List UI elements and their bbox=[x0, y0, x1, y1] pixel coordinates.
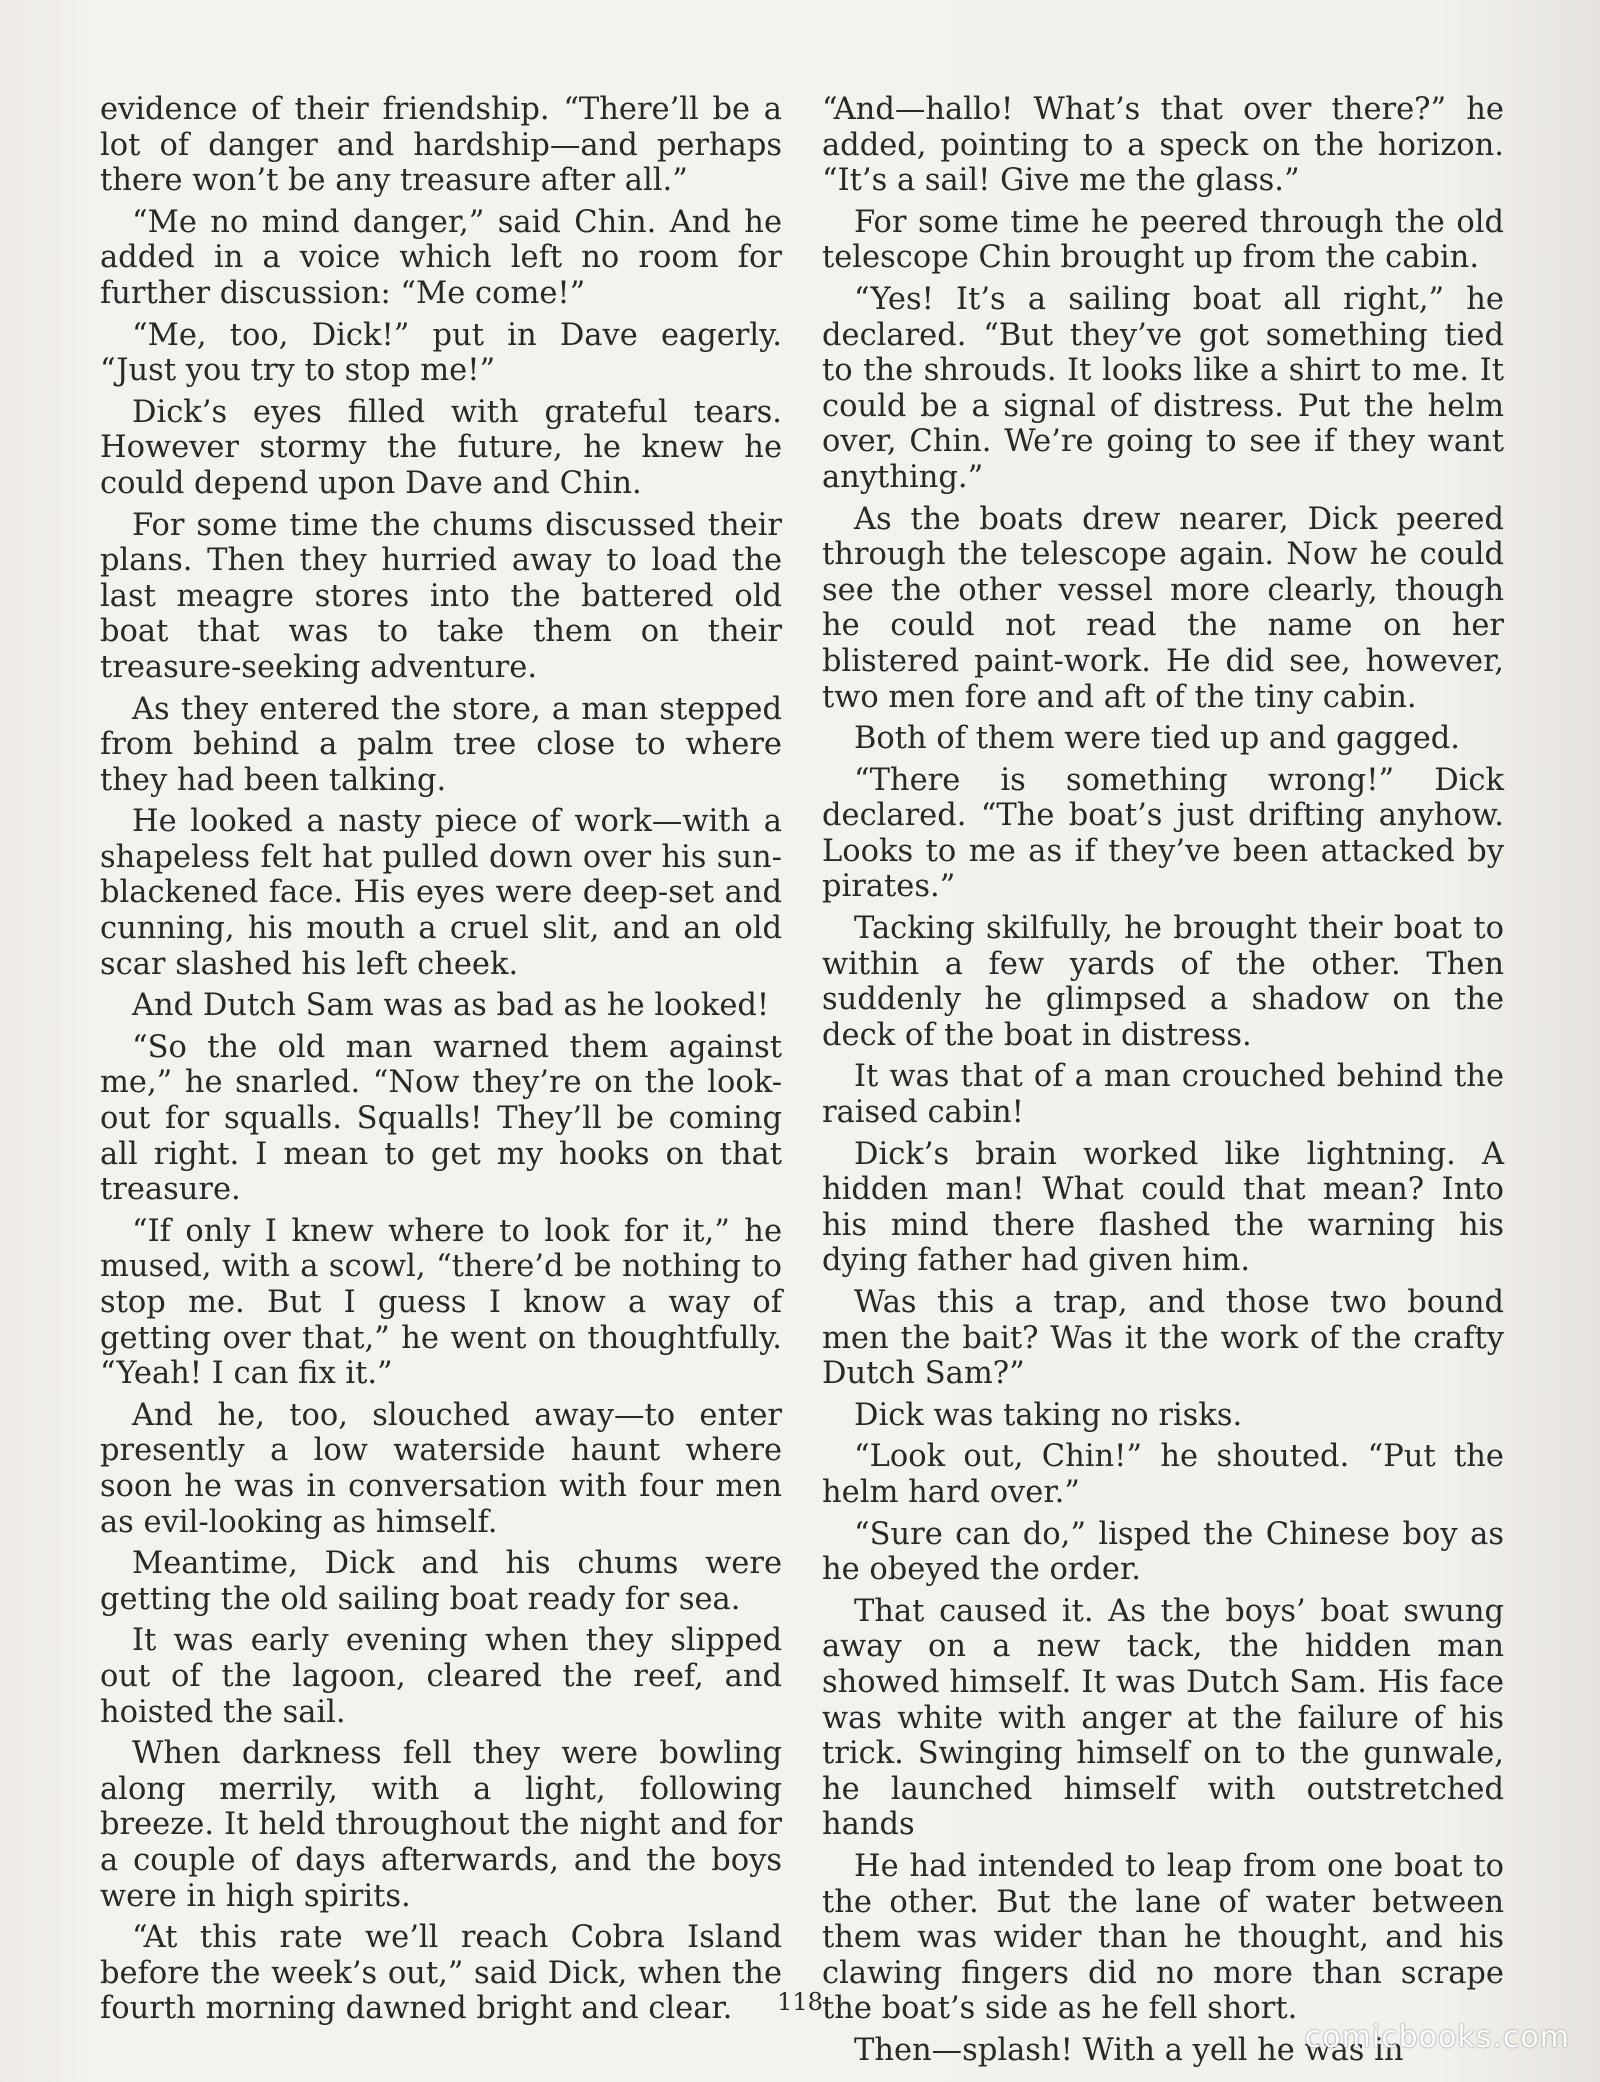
paragraph: As the boats drew nearer, Dick peered through the telescope again. Now he could see the other vessel more clearly, though he could not read the name on her blistered paint-work. He did see, however, two men fore and aft of the tiny cabin. bbox=[822, 501, 1504, 715]
paragraph: When darkness fell they were bowling along merrily, with a light, following breeze. It held throughout the night and for a couple of days afterwards, and the boys were in high spirits. bbox=[100, 1736, 782, 1914]
paragraph: “Me no mind danger,” said Chin. And he added in a voice which left no room for further discussion: “Me come!” bbox=[100, 204, 782, 311]
paragraph: Tacking skilfully, he brought their boat to within a few yards of the other. Then suddenly he glimpsed a shadow on the deck of the boat in distress. bbox=[822, 911, 1504, 1053]
paragraph: He looked a nasty piece of work—with a shapeless felt hat pulled down over his sun-blackened face. His eyes were deep-set and cunning, his mouth a cruel slit, and an old scar slashed his left cheek. bbox=[100, 804, 782, 982]
right-text-column bbox=[822, 92, 1504, 2074]
paragraph: That caused it. As the boys’ boat swung away on a new tack, the hidden man showed himself. It was Dutch Sam. His face was white with anger at the failure of his trick. Swinging himself on to the gunwale, he launched himself with outstretched hands bbox=[822, 1593, 1504, 1843]
paragraph: “Sure can do,” lisped the Chinese boy as he obeyed the order. bbox=[822, 1516, 1504, 1588]
paragraph: Dick’s eyes filled with grateful tears. However stormy the future, he knew he could depend upon Dave and Chin. bbox=[100, 394, 782, 501]
page-number: 118 bbox=[777, 1988, 823, 2016]
paragraph: And Dutch Sam was as bad as he looked! bbox=[132, 988, 770, 1024]
watermark: comicbooks.com bbox=[1304, 2020, 1570, 2055]
paragraph: Dick’s brain worked like lightning. A hidden man! What could that mean? Into his mind there flashed the warning his dying father had given him. bbox=[822, 1136, 1504, 1279]
paragraph: Was this a trap, and those two bound men the bait? Was it the work of the crafty Dutch Sam?” bbox=[822, 1285, 1504, 1392]
paragraph: “Yes! It’s a sailing boat all right,” he declared. “But they’ve got something tied to the shrouds. It looks like a shirt to me. It could be a signal of distress. Put the helm over, Chin. We’re going to see if they want anything.” bbox=[822, 281, 1504, 495]
paragraph: “Me, too, Dick!” put in Dave eagerly. “Just you try to stop me!” bbox=[100, 317, 782, 389]
paragraph: “If only I knew where to look for it,” he mused, with a scowl, “there’d be nothing to stop me. But I guess I know a way of getting over that,” he went on thoughtfully. “Yeah! I can fix it.” bbox=[100, 1213, 782, 1392]
paragraph: “At this rate we’ll reach Cobra Island before the week’s out,” said Dick, when the fourth morning dawned bright and clear. bbox=[100, 1920, 782, 2027]
paragraph: And he, too, slouched away—to enter presently a low waterside haunt where soon he was in conversation with four men as evil-looking as himself. bbox=[100, 1397, 782, 1540]
paragraph: It was that of a man crouched behind the raised cabin! bbox=[822, 1059, 1504, 1131]
paragraph: He had intended to leap from one boat to the other. But the lane of water between them was wider than he thought, and his clawing fingers did no more than scrape the boat’s side as he fell short. bbox=[822, 1848, 1504, 2027]
paragraph: For some time he peered through the old telescope Chin brought up from the cabin. bbox=[822, 204, 1504, 276]
paragraph: Then—splash! With a yell he was in bbox=[854, 2032, 1404, 2068]
paragraph: For some time the chums discussed their plans. Then they hurried away to load the last meagre stores into the battered old boat that was to take them on their treasure-seeking adventure. bbox=[100, 507, 782, 685]
paragraph: It was early evening when they slipped out of the lagoon, cleared the reef, and hoisted the sail. bbox=[100, 1623, 782, 1730]
paragraph: “Look out, Chin!” he shouted. “Put the helm hard over.” bbox=[822, 1439, 1504, 1510]
paragraph: “There is something wrong!” Dick declared. “The boat’s just drifting anyhow. Looks to me as if they’ve been attacked by pirates.” bbox=[822, 762, 1504, 905]
paragraph: As they entered the store, a man stepped from behind a palm tree close to where they had been talking. bbox=[100, 691, 782, 798]
paragraph: “And—hallo! What’s that over there?” he added, pointing to a speck on the horizon. “It’s a sail! Give me the glass.” bbox=[822, 92, 1504, 199]
paragraph: evidence of their friendship. “There’ll be a lot of danger and hardship—and perhaps there won’t be any treasure after all.” bbox=[100, 92, 782, 199]
left-text-column bbox=[100, 92, 782, 2033]
paragraph: Dick was taking no risks. bbox=[854, 1397, 1243, 1433]
paragraph: Meantime, Dick and his chums were getting the old sailing boat ready for sea. bbox=[100, 1546, 782, 1617]
paragraph: Both of them were tied up and gagged. bbox=[854, 721, 1460, 757]
paragraph: “So the old man warned them against me,” he snarled. “Now they’re on the look-out for squalls. Squalls! They’ll be coming all right. I mean to get my hooks on that treasure. bbox=[100, 1029, 782, 1208]
